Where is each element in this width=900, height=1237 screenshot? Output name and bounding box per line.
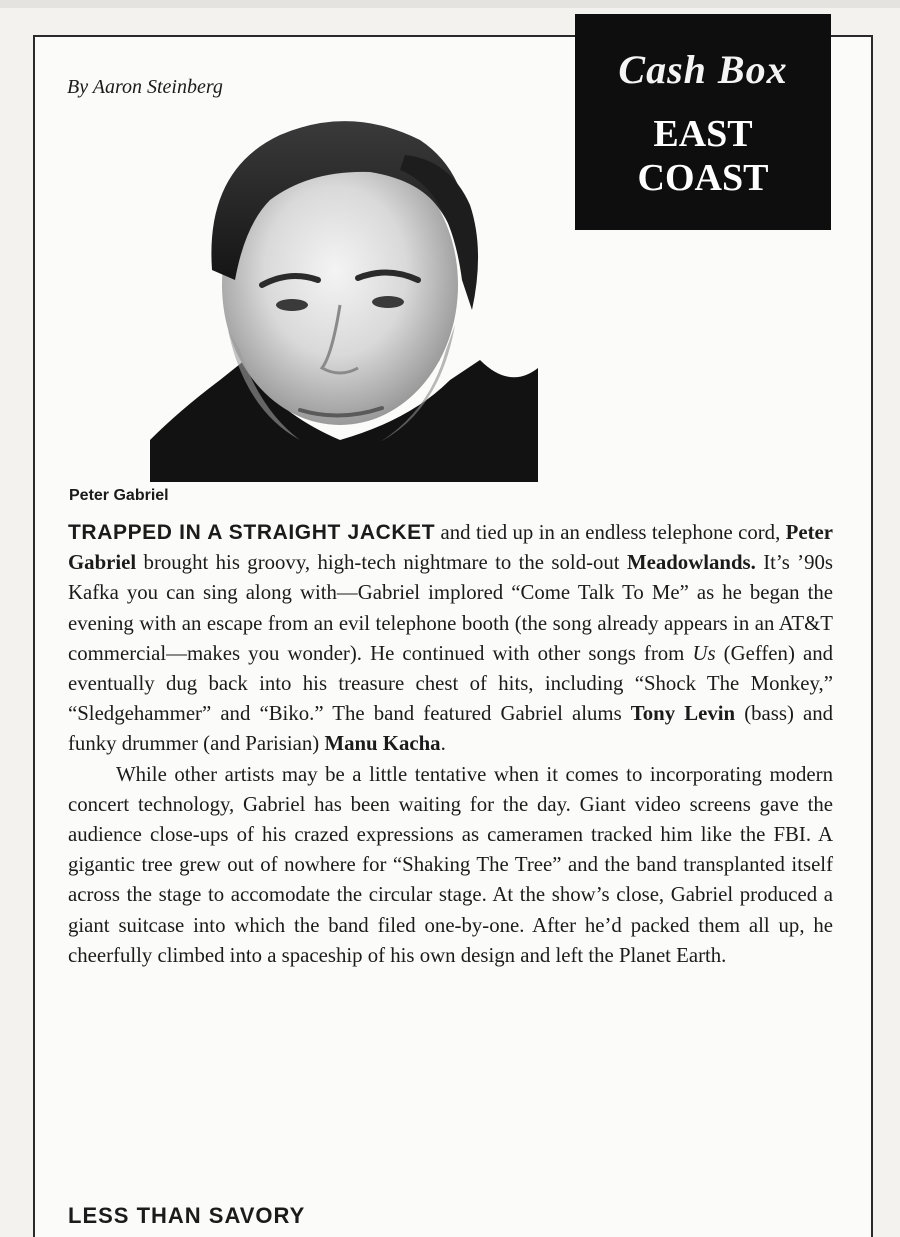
- text-run: It’s ’90s Kafka you can sing along with—Gabriel implored “Come Talk To Me” as he began the evening with an escape from an evil telephone booth (the song already appears in an AT&T commercial—makes you wonder). He continued with other songs from: [68, 551, 833, 665]
- text-run: and tied up in an endless telephone cord,: [435, 521, 786, 544]
- name-manu-kacha: Manu Kacha: [324, 732, 441, 756]
- masthead-edition-line2: COAST: [637, 157, 769, 199]
- venue-meadowlands: Meadowlands.: [626, 551, 756, 575]
- column-masthead: [575, 14, 831, 230]
- text-run: (bass) and funky drummer (and Parisian): [68, 702, 834, 756]
- article-body: [68, 518, 833, 971]
- byline: By Aaron Steinberg: [67, 76, 223, 98]
- page-top-strip: [0, 0, 900, 8]
- text-run: .: [440, 732, 446, 756]
- masthead-brand: Cash Box: [618, 47, 788, 92]
- lead-in: TRAPPED IN A STRAIGHT JACKET: [68, 521, 436, 544]
- masthead-edition: [575, 112, 831, 200]
- article-paragraph-2: While other artists may be a little tentative when it comes to incorporating modern concert technology, Gabriel has been waiting for the day. Giant video screens gave the audience close-ups of his crazed expressions as cameramen tracked him like the FBI. A gigantic tree grew out of nowhere for “Shaking The Tree” and the band transplanted itself across the stage to accomodate the circular stage. At the show’s close, Gabriel produced a giant suitcase into which the band filed one-by-one. After he’d packed them all up, he cheerfully climbed into a spaceship of his own design and left the Planet Earth.: [68, 762, 833, 967]
- photo-caption: Peter Gabriel: [69, 487, 169, 504]
- portrait-photo: [150, 110, 538, 482]
- name-peter-gabriel: Peter Gabriel: [68, 521, 833, 575]
- name-tony-levin: Tony Levin: [630, 702, 736, 726]
- masthead-edition-line1: EAST: [653, 113, 753, 155]
- next-item-heading: LESS THAN SAVORY: [68, 1203, 306, 1228]
- text-run: (Geffen) and eventually dug back into his treasure chest of hits, including “Shock The Monkey,” “Sledgehammer” and “Biko.” The band featured Gabriel alums: [68, 641, 833, 726]
- article-paragraph-1: [68, 518, 833, 760]
- text-run: brought his groovy, high-tech nightmare to the sold-out: [136, 551, 627, 575]
- album-title: Us: [692, 641, 716, 665]
